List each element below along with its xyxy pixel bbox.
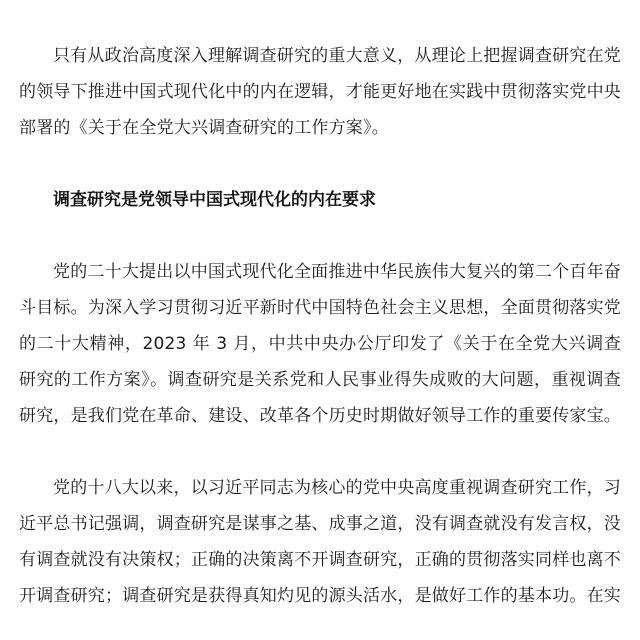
paragraph-eighteenth-congress: 党的十八大以来，以习近平同志为核心的党中央高度重视调查研究工作，习近平总书记强调，调查研究是谋事之基、成事之道，没有调查就没有发言权，没有调查就没有决策权；正确的决策离不开调查研究，正确的贯彻落实同样也离不开调查研究；调查研究是获得真知灼见的源头活水，是做好工作的基本功。在实: [19, 478, 621, 606]
section-heading: 调查研究是党领导中国式现代化的内在要求: [53, 190, 376, 210]
paragraph-intro: 只有从政治高度深入理解调查研究的重大意义，从理论上把握调查研究在党的领导下推进中国式现代化中的内在逻辑，才能更好地在实践中贯彻落实党中央部署的《关于在全党大兴调查研究的工作方案》。: [19, 46, 621, 138]
article-body: [19, 38, 621, 614]
paragraph-twentieth-congress: 党的二十大提出以中国式现代化全面推进中华民族伟大复兴的第二个百年奋斗目标。为深入学习贯彻习近平新时代中国特色社会主义思想，全面贯彻落实党的二十大精神，2023 年 3 月，中共中央办公厅印发了《关于在全党大兴调查研究的工作方案》。调查研究是关系党和人民事业得失成败的大问题，重视调查研究，是我们党在革命、建设、改革各个历史时期做好领导工作的重要传家宝。: [19, 262, 621, 426]
